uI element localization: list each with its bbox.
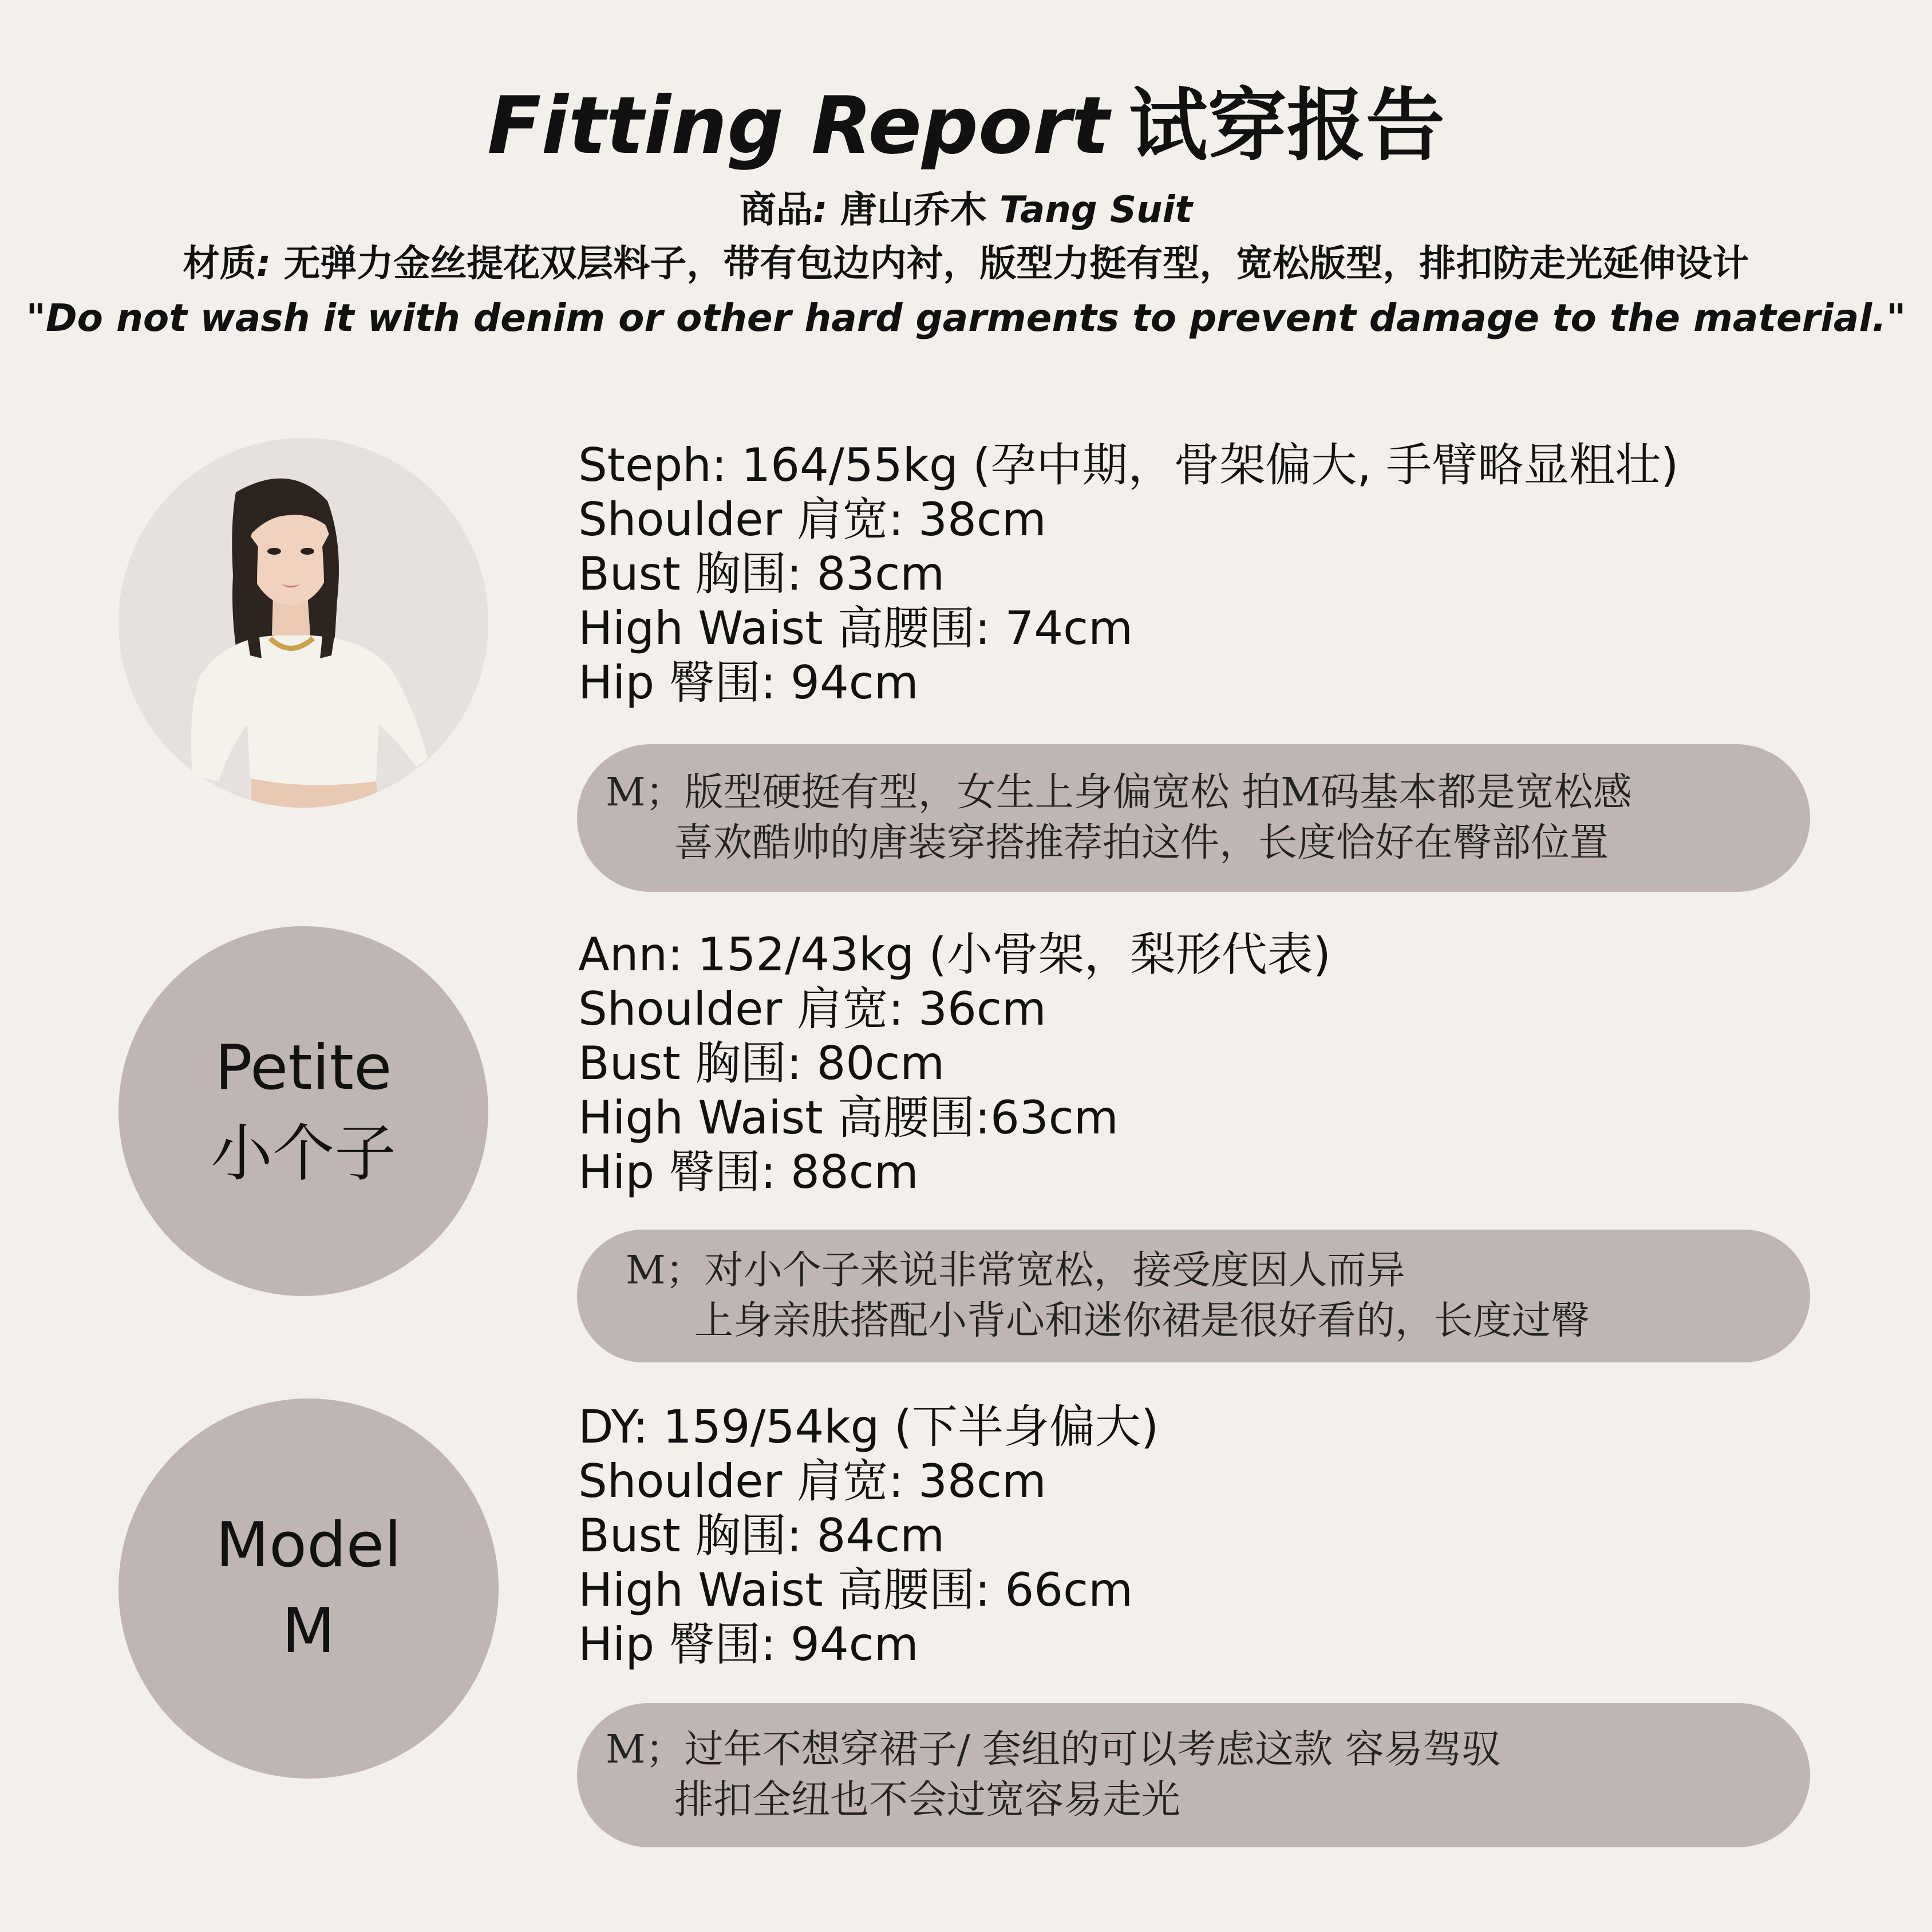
note-line-2: 排扣全纽也不会过宽容易走光 [674, 1777, 1181, 1823]
material-label: 材质 [183, 243, 256, 285]
bust-measurement: Bust 胸围: 84cm [578, 1509, 945, 1562]
hip-measurement: Hip 臀围: 88cm [578, 1145, 919, 1199]
badge-line-1: Model [215, 1510, 402, 1581]
shoulder-measurement: Shoulder 肩宽: 38cm [578, 1455, 1046, 1508]
model-badge-model-m [118, 1398, 499, 1779]
material-colon: : [256, 243, 271, 285]
product-name-en: Tang Suit [999, 189, 1193, 231]
high-waist-measurement: High Waist 高腰围:63cm [578, 1091, 1119, 1144]
material-line [0, 237, 1932, 291]
badge-line-1: Petite [215, 1032, 392, 1104]
hip-measurement: Hip 臀围: 94cm [578, 656, 919, 709]
title-english: Fitting Report [487, 80, 1109, 172]
model-name-line: Steph: 164/55kg (孕中期，骨架偏大, 手臂略显粗壮) [578, 438, 1679, 492]
model-name-line: Ann: 152/43kg (小骨架，梨形代表) [578, 928, 1331, 981]
report-header [0, 69, 1932, 346]
note-line-1: M；对小个子来说非常宽松，接受度因人而异 [626, 1248, 1405, 1293]
note-line-2: 喜欢酷帅的唐装穿搭推荐拍这件，长度恰好在臀部位置 [674, 820, 1609, 866]
model-badge-petite [118, 926, 488, 1296]
product-name-zh: 唐山乔木 [840, 189, 987, 231]
high-waist-measurement: High Waist 高腰围: 74cm [578, 602, 1133, 655]
product-line [0, 183, 1932, 237]
model-stats-dy [578, 1400, 1159, 1672]
bust-measurement: Bust 胸围: 83cm [578, 547, 945, 600]
model-stats-ann [578, 927, 1331, 1199]
note-line-1: M；版型硬挺有型，女生上身偏宽松 拍M码基本都是宽松感 [606, 770, 1632, 815]
bust-measurement: Bust 胸围: 80cm [578, 1037, 945, 1090]
title-chinese: 试穿报告 [1128, 80, 1445, 172]
fit-note-steph [577, 744, 1810, 892]
badge-line-2: M [282, 1595, 335, 1667]
fit-note-ann [577, 1230, 1810, 1362]
product-colon: : [812, 189, 828, 231]
care-quote: "Do not wash it with denim or other hard garments to prevent damage to the material." [26, 296, 1906, 340]
model-name-line: DY: 159/54kg (下半身偏大) [578, 1400, 1159, 1453]
material-text: 无弹力金丝提花双层料子，带有包边内衬，版型力挺有型，宽松版型，排扣防走光延伸设计 [283, 243, 1749, 285]
high-waist-measurement: High Waist 高腰围: 66cm [578, 1563, 1133, 1617]
hip-measurement: Hip 臀围: 94cm [578, 1618, 919, 1671]
shoulder-measurement: Shoulder 肩宽: 36cm [578, 982, 1046, 1036]
model-stats-steph [578, 438, 1679, 710]
badge-line-2: 小个子 [210, 1118, 396, 1190]
page-title [0, 69, 1932, 183]
note-line-2: 上身亲肤搭配小背心和迷你裙是很好看的，长度过臀 [694, 1298, 1590, 1344]
shoulder-measurement: Shoulder 肩宽: 38cm [578, 493, 1046, 546]
product-label: 商品 [739, 189, 813, 231]
fit-note-dy [577, 1703, 1810, 1847]
note-line-1: M；过年不想穿裙子/ 套组的可以考虑这款 容易驾驭 [606, 1727, 1501, 1772]
model-photo-steph [118, 438, 488, 808]
model-photo-illustration [118, 438, 488, 808]
